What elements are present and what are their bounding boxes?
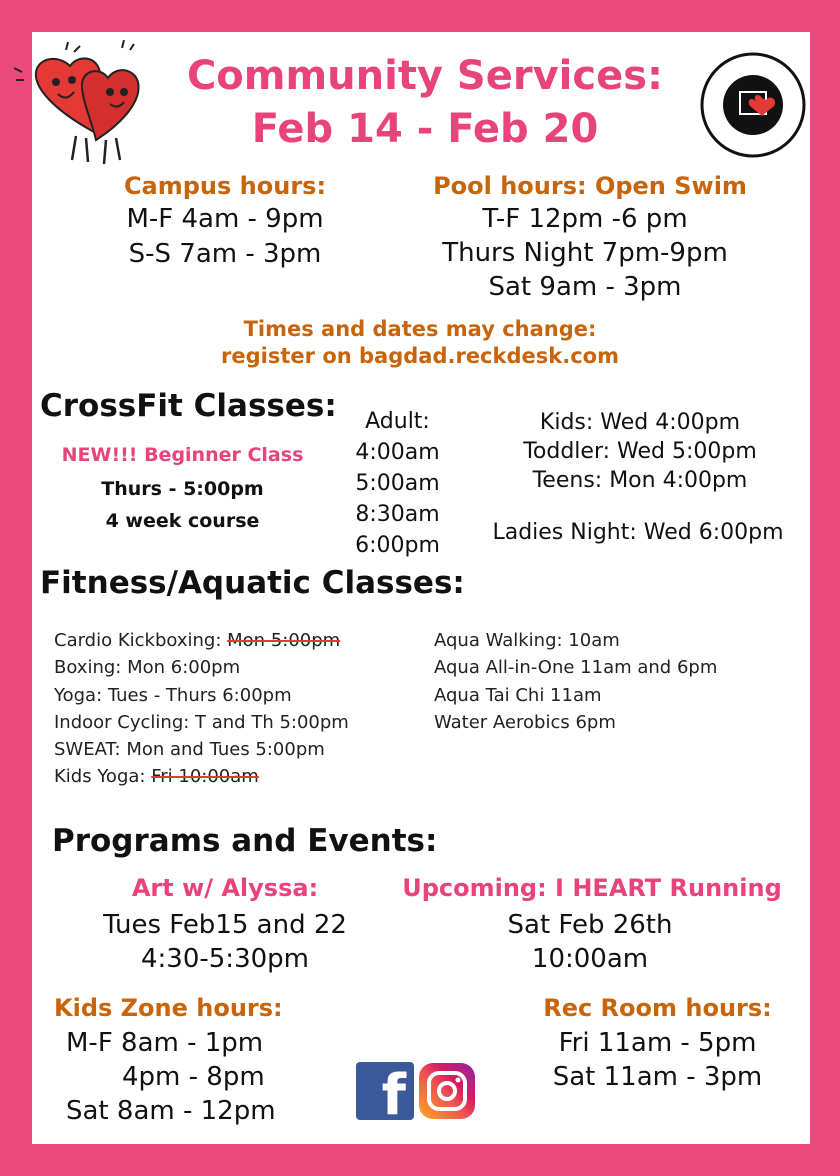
rec-room-hours	[520, 1026, 795, 1094]
art-label: Art w/ Alyssa:	[131, 874, 319, 902]
pool-line: Sat 9am - 3pm	[488, 272, 682, 302]
ladies-night-class: Ladies Night: Wed 6:00pm	[492, 520, 784, 545]
art-line: Tues Feb15 and 22	[103, 910, 347, 940]
campus-line: S-S 7am - 3pm	[128, 239, 322, 269]
schedule-notice	[160, 316, 680, 370]
kids-zone-line: 4pm - 8pm	[122, 1062, 265, 1092]
new-beginner-class: NEW!!! Beginner Class	[61, 444, 304, 466]
class-label: Indoor Cycling: T and Th 5:00pm	[54, 711, 349, 733]
campus-hours	[100, 202, 350, 272]
toddler-class: Toddler: Wed 5:00pm	[523, 439, 757, 464]
crossfit-heading: CrossFit Classes:	[40, 388, 337, 424]
youth-crossfit-times	[480, 408, 800, 495]
hearts-icon	[14, 40, 154, 170]
list-item	[54, 654, 424, 681]
list-item: Aqua Walking: 10am	[434, 630, 620, 651]
list-item	[54, 627, 424, 654]
kids-zone-label: Kids Zone hours:	[54, 994, 283, 1022]
rec-room-line: Fri 11am - 5pm	[558, 1028, 757, 1058]
upcoming-schedule	[430, 908, 750, 976]
list-item	[54, 763, 424, 790]
adult-crossfit-times	[345, 406, 450, 561]
date-range: Feb 14 - Feb 20	[251, 106, 599, 152]
pool-hours	[420, 202, 750, 304]
campus-hours-label: Campus hours:	[123, 172, 327, 200]
teens-class: Teens: Mon 4:00pm	[532, 468, 748, 493]
class-label: Yoga: Tues - Thurs 6:00pm	[54, 684, 292, 706]
cancelled-time: Mon 5:00pm	[227, 630, 341, 651]
fitness-heading: Fitness/Aquatic Classes:	[40, 565, 465, 601]
pool-hours-label: Pool hours: Open Swim	[433, 172, 747, 200]
facebook-icon[interactable]	[356, 1062, 414, 1128]
adult-time: 8:30am	[355, 502, 440, 527]
adult-time: 6:00pm	[355, 533, 440, 558]
class-label: SWEAT: Mon and Tues 5:00pm	[54, 739, 325, 761]
instagram-icon[interactable]	[419, 1063, 475, 1119]
list-item: Aqua Tai Chi 11am	[434, 684, 602, 706]
adult-label: Adult:	[365, 409, 430, 434]
upcoming-line: Sat Feb 26th	[507, 910, 673, 940]
list-item: Water Aerobics 6pm	[434, 711, 616, 733]
kids-class: Kids: Wed 4:00pm	[539, 410, 741, 435]
fitness-class-list	[54, 627, 424, 791]
cancelled-time: Fri 10:00am	[151, 766, 259, 788]
art-schedule	[80, 908, 370, 976]
beginner-time: Thurs - 5:00pm	[101, 478, 264, 500]
rec-room-line: Sat 11am - 3pm	[552, 1062, 763, 1092]
kids-zone-line: Sat 8am - 12pm	[66, 1096, 276, 1126]
community-services-logo	[700, 52, 806, 158]
list-item	[54, 736, 424, 763]
facebook-glyph: f	[381, 1063, 406, 1128]
kids-zone-line: M-F 8am - 1pm	[66, 1028, 264, 1058]
campus-line: M-F 4am - 9pm	[126, 204, 324, 234]
beginner-course: 4 week course	[105, 510, 260, 532]
notice-line: Times and dates may change:	[243, 317, 597, 341]
register-link[interactable]: register on bagdad.reckdesk.com	[221, 344, 619, 368]
pool-line: T-F 12pm -6 pm	[482, 204, 688, 234]
page-title: Community Services:	[186, 53, 664, 99]
upcoming-label: Upcoming: I HEART Running	[402, 874, 782, 902]
class-label: Cardio Kickboxing:	[54, 630, 228, 651]
class-label: Kids Yoga:	[54, 766, 152, 788]
list-item: Aqua All-in-One 11am and 6pm	[434, 657, 718, 679]
class-label: Boxing: Mon 6:00pm	[54, 657, 241, 679]
rec-room-label: Rec Room hours:	[543, 994, 772, 1022]
kids-zone-hours	[66, 1026, 326, 1128]
list-item	[54, 709, 424, 736]
adult-time: 4:00am	[355, 440, 440, 465]
list-item	[54, 682, 424, 709]
art-line: 4:30-5:30pm	[141, 944, 309, 974]
aquatic-class-list	[434, 627, 804, 736]
upcoming-line: 10:00am	[531, 944, 649, 974]
adult-time: 5:00am	[355, 471, 440, 496]
pool-line: Thurs Night 7pm-9pm	[442, 238, 728, 268]
programs-heading: Programs and Events:	[52, 823, 438, 859]
